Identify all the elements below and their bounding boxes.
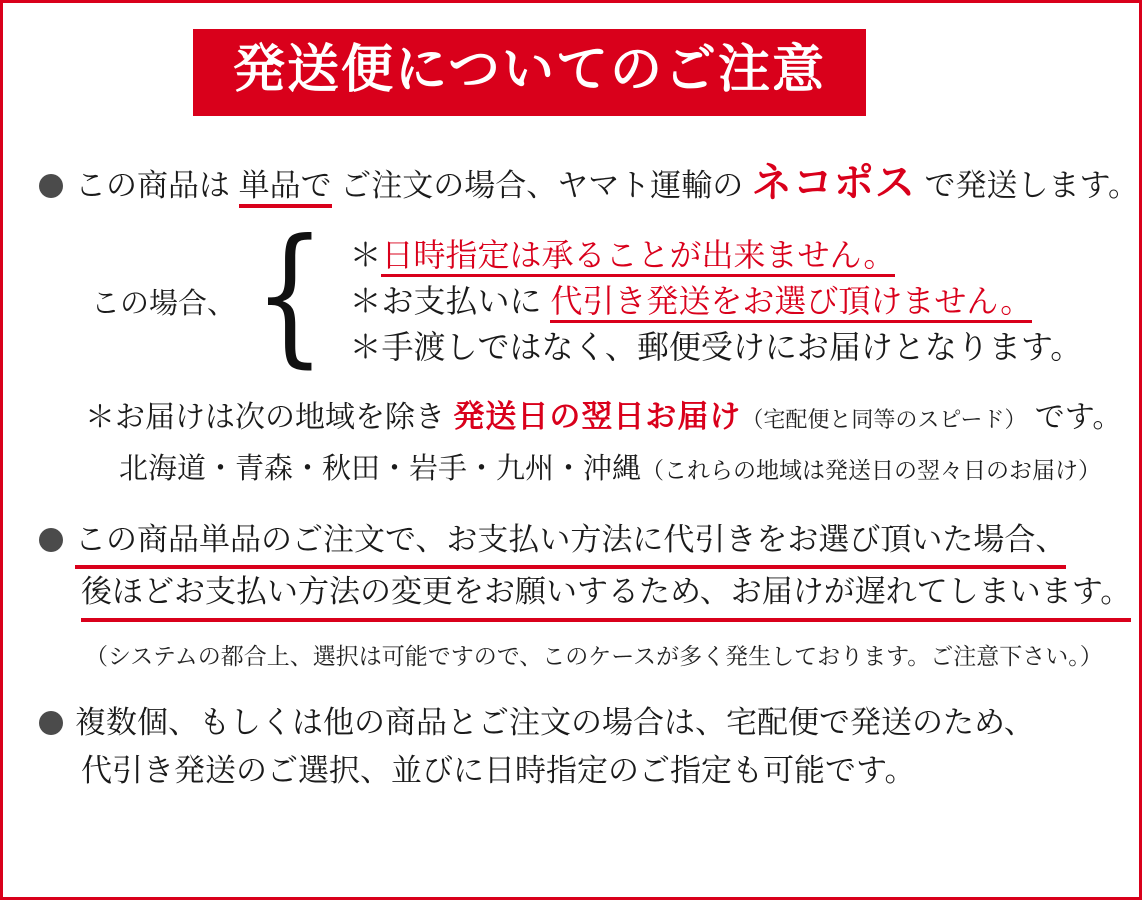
brace-item-3 <box>349 324 1082 370</box>
multiple-items-text-2: 代引き発送のご選択、並びに日時指定のご指定も可能です。 <box>81 752 916 788</box>
excluded-regions-small: （これらの地域は発送日の翌々日のお届け） <box>641 456 1102 483</box>
line1-part2: ご注文の場合、ヤマト運輸の <box>331 167 752 203</box>
page-title: 発送便についてのご注意 <box>193 29 866 116</box>
excluded-regions: 北海道・青森・秋田・岩手・九州・沖縄 <box>119 452 642 485</box>
shipping-method-line <box>33 156 1139 210</box>
delivery-speed-line <box>33 391 1123 436</box>
brace-item-1-text: 日時指定は承ることが出来ません。 <box>381 237 895 277</box>
brace-item-list <box>349 232 1082 371</box>
brace-item-2-marker: ＊お支払いに <box>349 282 551 319</box>
filled-circle-bullet-icon <box>39 174 63 198</box>
brace-item-3-marker: ＊ <box>349 329 382 366</box>
cod-warning-block <box>33 517 1132 671</box>
brace-label: この場合、 <box>91 287 237 320</box>
cod-warning-paren: （システムの都合上、選択は可能ですので、このケースが多く発生しております。ご注意下さい。） <box>85 642 1103 669</box>
cod-warning-text-1: この商品単品のご注文で、お支払い方法に代引きをお選び頂いた場合、 <box>75 517 1066 570</box>
filled-circle-bullet-icon <box>39 711 63 735</box>
multiple-items-text-1: 複数個、もしくは他の商品とご注文の場合は、宅配便で発送のため、 <box>75 704 1035 740</box>
brace-item-1 <box>349 232 1082 278</box>
curly-brace-glyph: { <box>253 208 326 383</box>
delivery-speed-post: です。 <box>1026 400 1123 434</box>
brace-item-2-text: 代引き発送をお選び頂けません。 <box>550 283 1032 323</box>
multiple-items-line-2 <box>39 747 1109 795</box>
delivery-speed-small: （宅配便と同等のスピード） <box>741 406 1027 432</box>
delivery-speed-red: 発送日の翌日お届け <box>453 398 742 434</box>
brace-group <box>33 208 1109 383</box>
filled-circle-bullet-icon <box>39 528 63 552</box>
brace-item-2 <box>349 278 1082 324</box>
excluded-regions-line <box>33 446 1109 487</box>
cod-warning-line-2 <box>39 569 1132 622</box>
cod-warning-line-1 <box>39 517 1109 570</box>
line1-emphasis: 単品で <box>239 168 332 208</box>
multiple-items-line-1 <box>39 699 1109 747</box>
line1-brand: ネコポス <box>751 160 916 205</box>
cod-warning-text-2: 後ほどお支払い方法の変更をお願いするため、お届けが遅れてしまいます。 <box>81 569 1131 622</box>
brace-item-3-text: 手渡しではなく、郵便受けにお届けとなります。 <box>381 329 1083 366</box>
delivery-speed-pre: ＊お届けは次の地域を除き <box>85 400 454 434</box>
line1-part3: で発送します。 <box>915 167 1139 203</box>
multiple-items-block <box>33 699 1109 795</box>
brace-item-1-marker: ＊ <box>349 236 382 273</box>
line1-part1: この商品は <box>75 167 239 203</box>
